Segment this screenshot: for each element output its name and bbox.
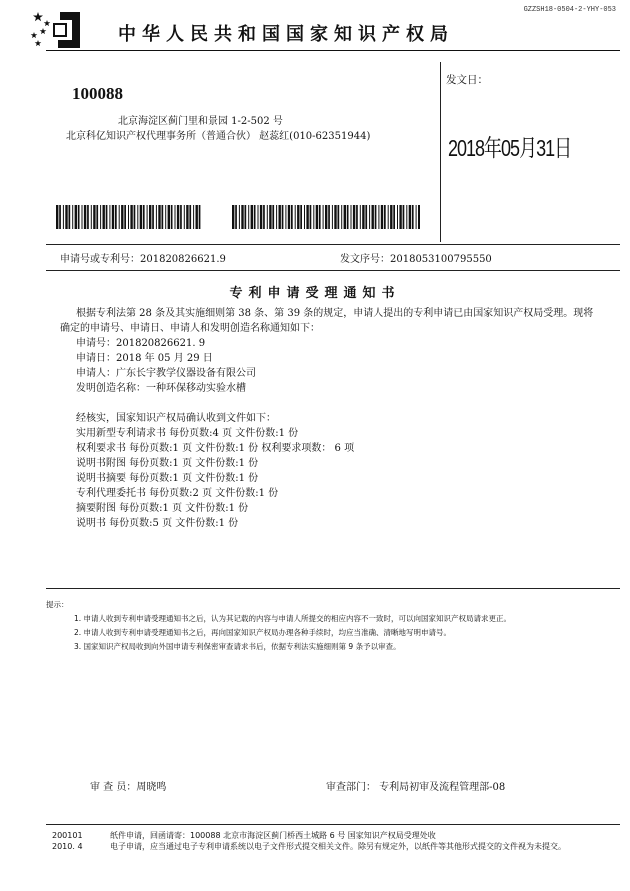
notice-body: [60, 306, 600, 531]
legend-code: 200101: [52, 831, 83, 840]
office-title: 中华人民共和国国家知识产权局: [118, 24, 454, 45]
application-number-field: 申请号：201820826621. 9: [76, 338, 206, 349]
filing-date-field: 申请日：2018 年 05 月 29 日: [76, 353, 213, 364]
application-top-divider: [46, 244, 620, 245]
cnipa-logo: [30, 10, 82, 50]
issue-date-stamp: 2018年05月31日: [448, 135, 572, 162]
recipient-address: 北京海淀区蓟门里和景园 1-2-502 号: [118, 116, 283, 127]
legend-code: 2010. 4: [52, 842, 83, 851]
application-bottom-divider: [46, 270, 620, 271]
application-number-label: 申请号或专利号：: [60, 254, 140, 265]
vertical-divider: [440, 62, 441, 242]
serial-number-label: 发文序号：: [340, 254, 390, 265]
examiner: 审 查 员：周晓鸣: [90, 782, 167, 793]
document-item: 说明书附图 每份页数:1 页 文件份数:1 份: [76, 458, 259, 469]
document-item: 权利要求书 每份页数:1 页 文件份数:1 份 权利要求项数： 6 项: [76, 443, 355, 454]
document-item: 摘要附图 每份页数:1 页 文件份数:1 份: [76, 503, 249, 514]
barcode-right: [232, 205, 420, 229]
document-item: 说明书摘要 每份页数:1 页 文件份数:1 份: [76, 473, 259, 484]
tips-divider: [46, 588, 620, 589]
tip-item: 2. 申请人收到专利申请受理通知书之后，再向国家知识产权局办理各种手续时，均应当准确、清晰地写明申请号。: [74, 628, 452, 637]
document-item: 专利代理委托书 每份页数:2 页 文件份数:1 份: [76, 488, 279, 499]
header-divider: [46, 50, 620, 51]
legend-text: 纸件申请，回函请寄：100088 北京市海淀区蓟门桥西土城路 6 号 国家知识产权局受理处收: [110, 831, 436, 840]
intro-paragraph: 根据专利法第 28 条及其实施细则第 38 条、第 39 条的规定，申请人提出的专利申请已由国家知识产权局受理。现将确定的申请号、申请日、申请人和发明创造名称通知如下：: [60, 308, 594, 334]
legend: [52, 830, 610, 863]
tip-item: 3. 国家知识产权局收到向外国申请专利保密审查请求书后，依据专利法实施细则第 9 条予以审查。: [74, 642, 401, 651]
document-item: 说明书 每份页数:5 页 文件份数:1 份: [76, 518, 239, 529]
barcode-left: [56, 205, 204, 229]
documents-intro: 经核实，国家知识产权局确认收到文件如下：: [76, 413, 276, 424]
postcode: 100088: [72, 84, 123, 103]
applicant-field: 申请人：广东长宇教学仪器设备有限公司: [76, 368, 256, 379]
serial-number: 2018053100795550: [390, 254, 492, 265]
document-item: 实用新型专利请求书 每份页数:4 页 文件份数:1 份: [76, 428, 299, 439]
tip-item: 1. 申请人收到专利申请受理通知书之后，认为其记载的内容与申请人所提交的相应内容不一致时，可以向国家知识产权局请求更正。: [74, 614, 512, 623]
recipient-agency: 北京科亿知识产权代理事务所（普通合伙） 赵蕊红(010-62351944): [66, 131, 371, 142]
tips-section: [46, 598, 608, 654]
invention-title-field: 发明创造名称：一种环保移动实验水槽: [76, 383, 246, 394]
issue-date-label: 发文日：: [446, 74, 488, 86]
form-code: GZZSH18-0504-2-YHY-053: [523, 6, 616, 14]
tips-label: 提示：: [46, 600, 69, 609]
application-number: 201820826621.9: [140, 254, 226, 265]
notice-title: 专利申请受理通知书: [229, 286, 401, 301]
examination-department: 审查部门： 专利局初审及流程管理部-08: [326, 782, 506, 793]
legend-divider: [46, 824, 620, 825]
legend-text: 电子申请，应当通过电子专利申请系统以电子文件形式提交相关文件。除另有规定外，以纸件等其他形式提交的文件视为未提交。: [110, 842, 566, 851]
